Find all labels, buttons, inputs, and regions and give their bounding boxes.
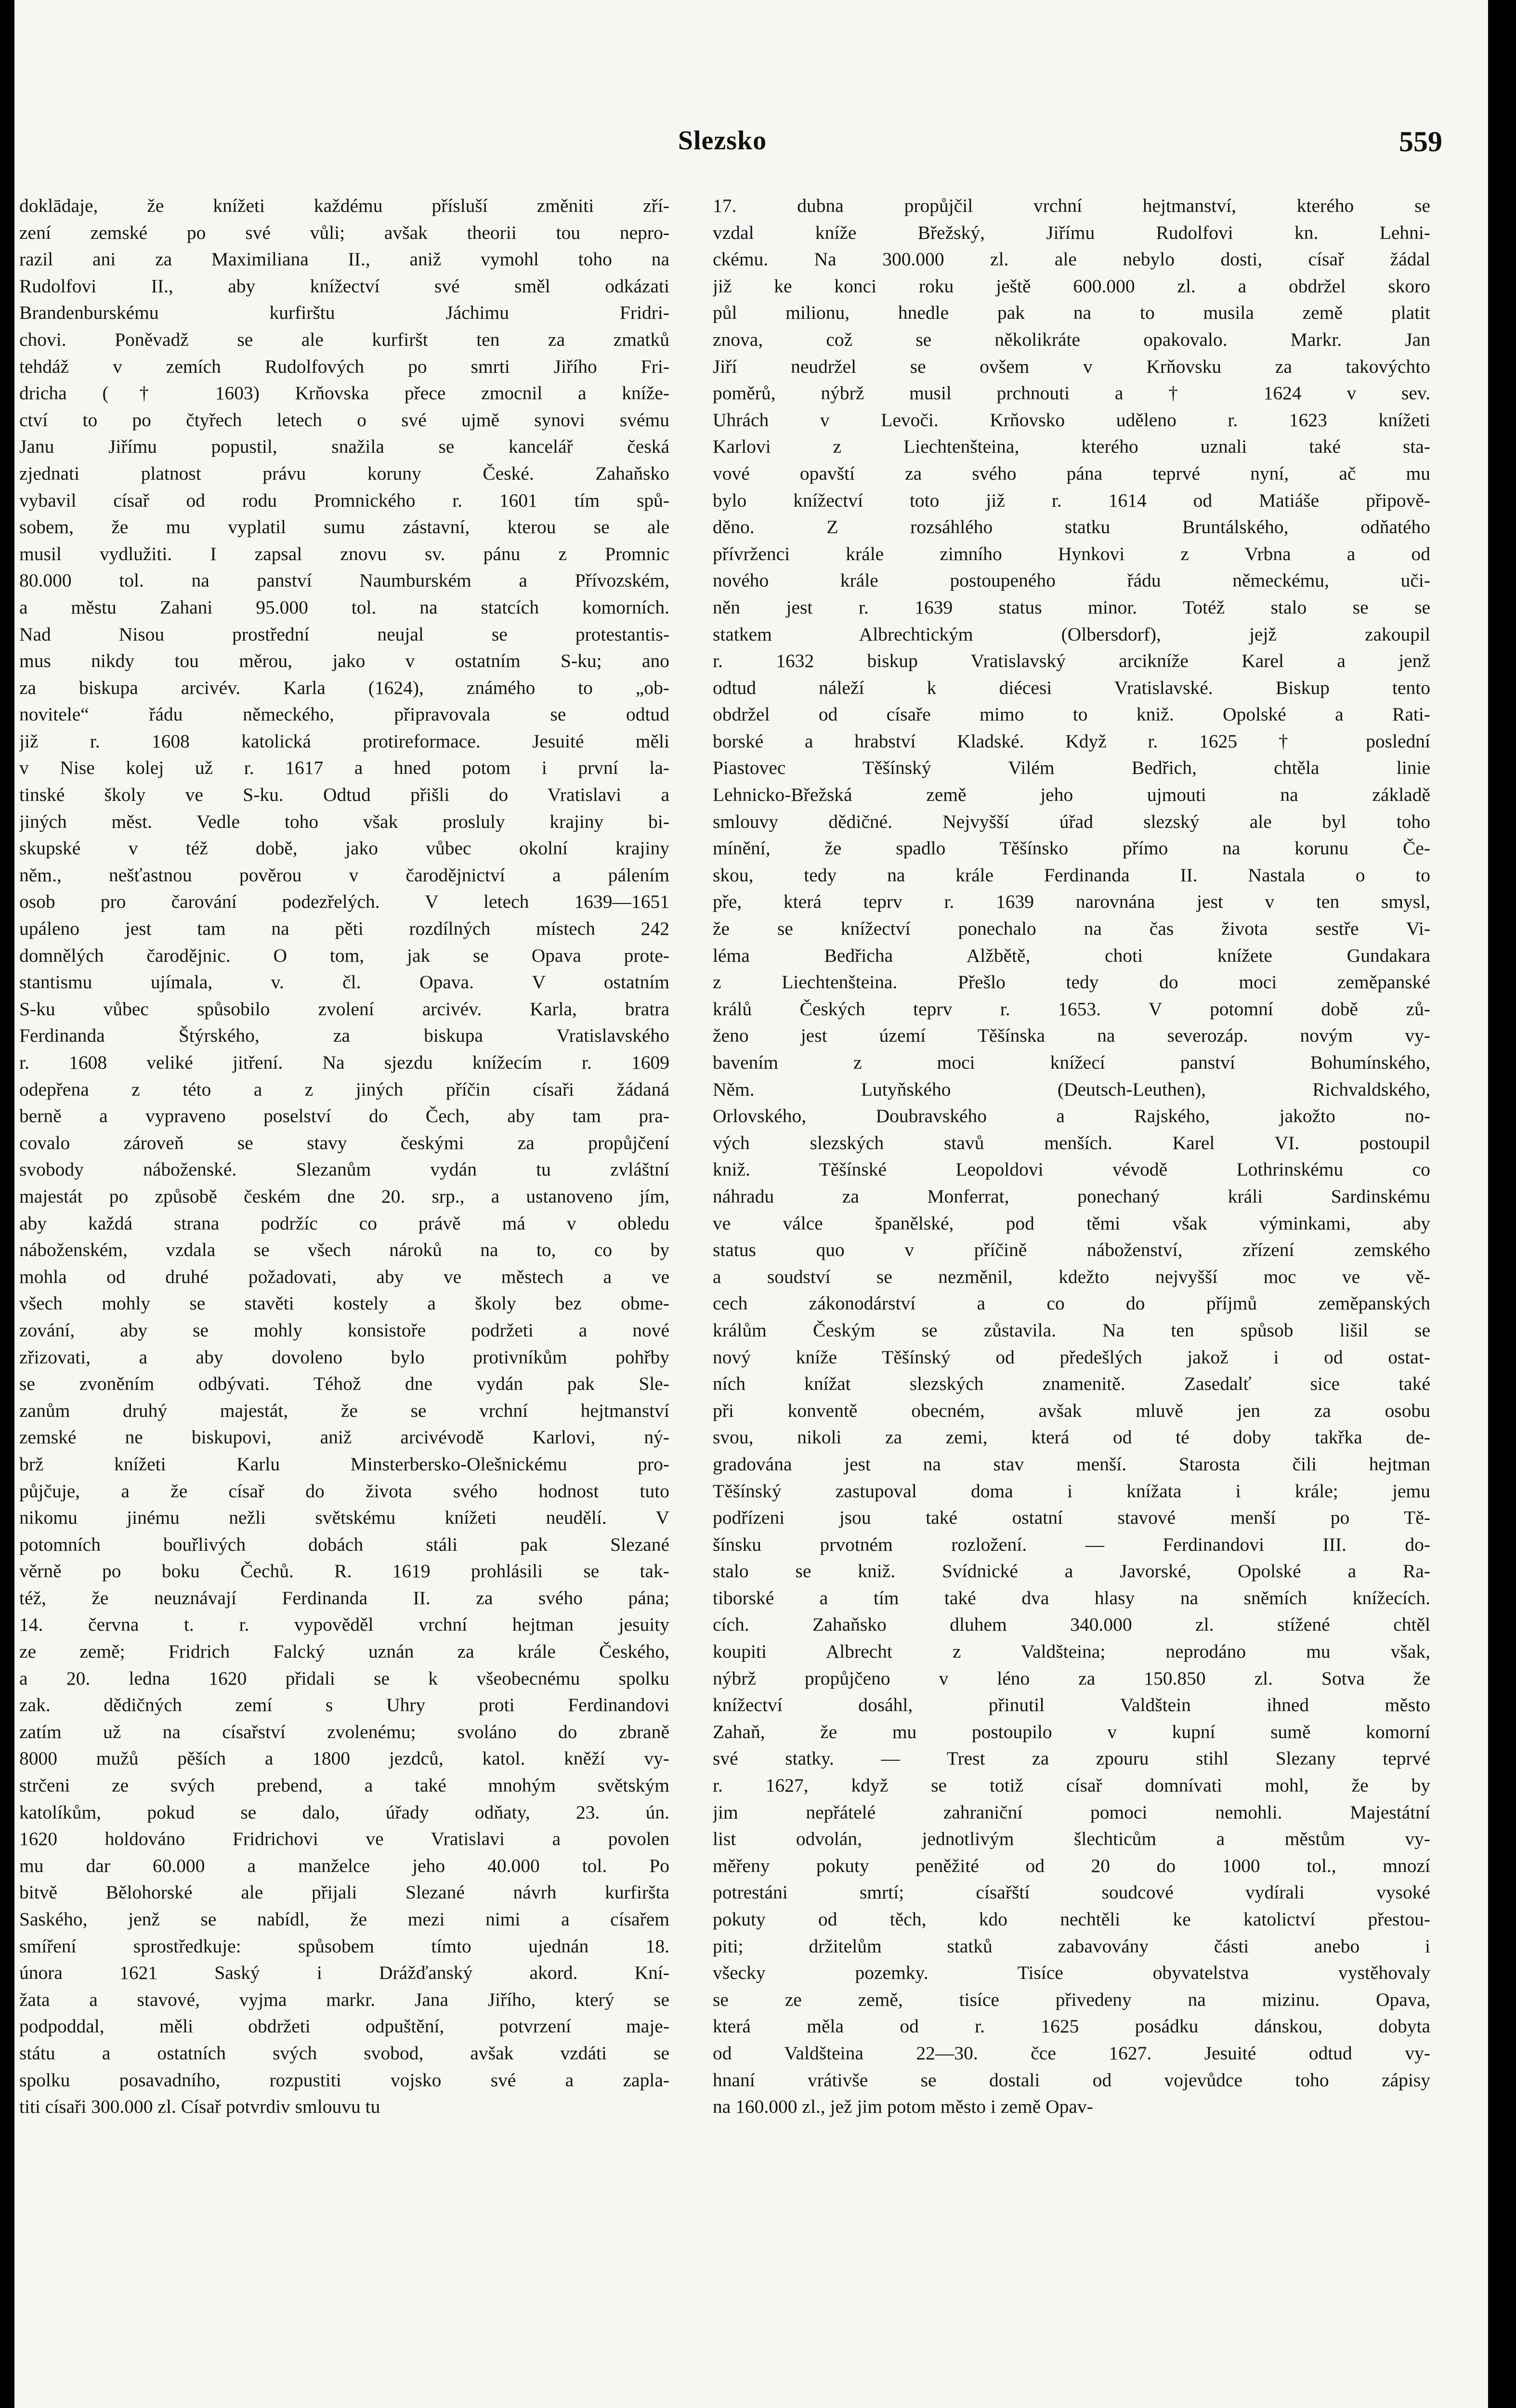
page-number: 559: [1399, 126, 1442, 157]
text-line: Karlovi z Liechtenšteina, kterého uznali také sta-: [713, 436, 1430, 458]
text-line: a 20. ledna 1620 přidali se k všeobecnému spolku: [19, 1667, 669, 1689]
text-line: ních knížat slezských znamenitě. Zasedalť sice také: [713, 1373, 1430, 1395]
text-line: zemské ne biskupovi, aniž arcivévodě Karlovi, ný-: [19, 1426, 669, 1448]
text-line: 14. června t. r. vypověděl vrchní hejtman jesuity: [19, 1614, 669, 1636]
text-line: při konventě obecném, avšak mluvě jen za osobu: [713, 1400, 1430, 1421]
text-line: Jiří neudržel se ovšem v Krňovsku za takovýchto: [713, 355, 1430, 377]
text-line: zení zemské po své vůli; avšak theorii tou nepro-: [19, 222, 669, 243]
text-line: majestát po způsobě českém dne 20. srp., a ustanoveno jím,: [19, 1185, 669, 1207]
text-line: piti; držitelům statků zabavovány části anebo i: [713, 1935, 1430, 1957]
text-line: za biskupa arcivév. Karla (1624), známého to „ob-: [19, 677, 669, 698]
text-line: nýbrž propůjčeno v léno za 150.850 zl. Sotva že: [713, 1667, 1430, 1689]
text-line: se ze země, tisíce přivedeny na mizinu. Opava,: [713, 1989, 1430, 2010]
text-line: stalo se kniž. Svídnické a Javorské, Opolské a Ra-: [713, 1560, 1430, 1582]
text-line: r. 1632 biskup Vratislavský arcikníže Karel a jenž: [713, 650, 1430, 672]
text-line: děno. Z rozsáhlého statku Bruntálského, odňatého: [713, 516, 1430, 538]
text-line: léma Bedřicha Alžbětě, choti knížete Gundakara: [713, 944, 1430, 966]
text-line: a soudství se nezměnil, kdežto nejvyšší moc ve vě-: [713, 1266, 1430, 1287]
running-title: Slezsko: [678, 126, 767, 156]
text-line: Piastovec Těšínský Vilém Bedřich, chtěla linie: [713, 757, 1430, 779]
text-line: ve válce španělské, pod těmi však výminkami, aby: [713, 1212, 1430, 1234]
text-line: králům Českým se zůstavila. Na ten spůsob lišil se: [713, 1319, 1430, 1341]
text-line: spolku posavadního, rozpustiti vojsko své a zapla-: [19, 2069, 669, 2091]
text-line: pokuty od těch, kdo nechtěli ke katolictví přestou-: [713, 1909, 1430, 1930]
text-line: 17. dubna propůjčil vrchní hejtmanství, kterého se: [713, 195, 1430, 216]
text-line: mohla od druhé požadovati, aby ve městech a ve: [19, 1266, 669, 1287]
text-line: odtud náleží k diécesi Vratislavské. Biskup tento: [713, 677, 1430, 698]
text-line: osob pro čarování podezřelých. V letech 1639—1651: [19, 891, 669, 913]
text-line: ze země; Fridrich Falcký uznán za krále Českého,: [19, 1641, 669, 1662]
text-line: gradována jest na stav menší. Starosta čili hejtman: [713, 1453, 1430, 1475]
text-line: podpoddal, měli obdržeti odpuštění, potvrzení maje-: [19, 2015, 669, 2037]
text-line: borské a hrabství Kladské. Když r. 1625 † poslední: [713, 730, 1430, 752]
text-line: zřizovati, a aby dovoleno bylo protivníkům pohřby: [19, 1346, 669, 1368]
text-line: poměrů, nýbrž musil prchnouti a † 1624 v sev.: [713, 382, 1430, 404]
text-line: státu a ostatních svých svobod, avšak vzdáti se: [19, 2042, 669, 2064]
text-line: zatím už na císařství zvolenému; svoláno do zbraně: [19, 1721, 669, 1742]
text-line: ženo jest území Těšínska na severozáp. novým vy-: [713, 1025, 1430, 1047]
text-line: covalo zároveň se stavy českými za propůjčení: [19, 1132, 669, 1153]
text-line: smlouvy dědičné. Nejvyšší úřad slezský ale byl toho: [713, 811, 1430, 832]
text-line: Rudolfovi II., aby knížectví své směl odkázati: [19, 275, 669, 297]
text-line: svou, nikoli za zemi, která od té doby takřka de-: [713, 1426, 1430, 1448]
text-line: svobody náboženské. Slezanům vydán tu zvláštní: [19, 1159, 669, 1180]
text-line: nový kníže Těšínský od předešlých jakož i od ostat-: [713, 1346, 1430, 1368]
text-line: dricha († 1603) Krňovska přece zmocnil a kníže-: [19, 382, 669, 404]
text-line: kniž. Těšínské Leopoldovi vévodě Lothrinskému co: [713, 1159, 1430, 1180]
text-line: upáleno jest tam na pěti rozdílných místech 242: [19, 918, 669, 940]
text-line: zování, aby se mohly konsistoře podržeti a nové: [19, 1319, 669, 1341]
text-line: jim nepřátelé zahraniční pomoci nemohli. Majestátní: [713, 1801, 1430, 1823]
text-line: věrně po boku Čechů. R. 1619 prohlásili se tak-: [19, 1560, 669, 1582]
text-line: 80.000 tol. na panství Naumburském a Přívozském,: [19, 570, 669, 591]
text-line: brž knížeti Karlu Minsterbersko-Olešnickému pro-: [19, 1453, 669, 1475]
text-line: Ferdinanda Štýrského, za biskupa Vratislavského: [19, 1025, 669, 1047]
text-line: vové opavští za svého pána teprvé nyní, ač mu: [713, 462, 1430, 484]
text-line: náhradu za Monferrat, ponechaný králi Sardinskému: [713, 1185, 1430, 1207]
right-text-column: [713, 193, 1430, 2408]
text-line: půjčuje, a že císař do života svého hodnost tuto: [19, 1480, 669, 1502]
text-line: Nad Nisou prostřední neujal se protestantis-: [19, 623, 669, 645]
text-line: tehdáž v zemích Rudolfových po smrti Jiřího Fri-: [19, 355, 669, 377]
text-line: mu dar 60.000 a manželce jeho 40.000 tol. Po: [19, 1855, 669, 1876]
text-line: na 160.000 zl., jež jim potom město i země Opav-: [713, 2096, 1093, 2118]
text-line: znova, což se několikráte opakovalo. Markr. Jan: [713, 328, 1430, 350]
text-line: nikomu jinému nežli světskému knížeti neudělí. V: [19, 1507, 669, 1529]
text-line: 8000 mužů pěších a 1800 jezdců, katol. kněží vy-: [19, 1748, 669, 1769]
text-line: jiných měst. Vedle toho však prosluly krajiny bi-: [19, 811, 669, 832]
text-line: již r. 1608 katolická protireformace. Jesuité měli: [19, 730, 669, 752]
text-line: potomních bouřlivých dobách stáli pak Slezané: [19, 1533, 669, 1555]
text-line: bitvě Bělohorské ale přijali Slezané návrh kurfiršta: [19, 1882, 669, 1903]
text-line: a městu Zahani 95.000 tol. na statcích komorních.: [19, 596, 669, 618]
text-line: musil vydlužiti. I zapsal znovu sv. pánu z Promnic: [19, 543, 669, 564]
text-line: odepřena z této a z jiných příčin císaři žádaná: [19, 1078, 669, 1100]
text-line: doklādaje, že knížeti každému přísluší změniti zří-: [19, 195, 669, 216]
text-line: Těšínský zastupoval doma i knížata i krále; jemu: [713, 1480, 1430, 1502]
text-line: knížectví dosáhl, přinutil Valdštein ihned město: [713, 1694, 1430, 1716]
text-line: list odvolán, jednotlivým šlechticům a městům vy-: [713, 1828, 1430, 1850]
text-line: statkem Albrechtickým (Olbersdorf), jejž zakoupil: [713, 623, 1430, 645]
text-line: z Liechtenšteina. Přešlo tedy do moci zeměpanské: [713, 971, 1430, 993]
text-line: tiborské a tím také dva hlasy na sněmích knížecích.: [713, 1587, 1430, 1609]
text-line: Uhrách v Levoči. Krňovsko uděleno r. 1623 knížeti: [713, 409, 1430, 431]
text-line: titi císaři 300.000 zl. Císař potvrdiv smlouvu tu: [19, 2096, 380, 2118]
text-line: šínsku prvotném rozložení. — Ferdinandovi III. do-: [713, 1533, 1430, 1555]
text-line: katolíkům, pokud se dalo, úřady odňaty, 23. ún.: [19, 1801, 669, 1823]
text-line: zjednati platnost právu koruny České. Zahaňsko: [19, 462, 669, 484]
text-line: berně a vypraveno poselství do Čech, aby tam pra-: [19, 1105, 669, 1127]
text-line: skou, tedy na krále Ferdinanda II. Nastala o to: [713, 864, 1430, 886]
text-line: žata a stavové, vyjma markr. Jana Jiřího, který se: [19, 1989, 669, 2010]
text-line: bavením z moci knížecí panství Bohumínského,: [713, 1052, 1430, 1073]
text-line: smíření sprostředkuje: spůsobem tímto ujednán 18.: [19, 1935, 669, 1957]
text-line: se zvoněním odbývati. Téhož dne vydán pak Sle-: [19, 1373, 669, 1395]
text-line: pře, která teprv r. 1639 narovnána jest v ten smysl,: [713, 891, 1430, 913]
text-line: února 1621 Saský i Drážďanský akord. Kní-: [19, 1962, 669, 1984]
text-line: r. 1608 veliké jitření. Na sjezdu knížecím r. 1609: [19, 1052, 669, 1073]
text-line: Zahaň, že mu postoupilo v kupní sumě komorní: [713, 1721, 1430, 1742]
text-line: králů Českých teprv r. 1653. V potomní době zů-: [713, 998, 1430, 1020]
text-line: skupské v též době, jako vůbec okolní krajiny: [19, 838, 669, 859]
left-text-column: [19, 193, 669, 2408]
text-line: razil ani za Maximiliana II., aniž vymohl toho na: [19, 249, 669, 270]
text-line: měřeny pokuty peněžité od 20 do 1000 tol., mnozí: [713, 1855, 1430, 1876]
text-line: zak. dědičných zemí s Uhry proti Ferdinandovi: [19, 1694, 669, 1716]
text-line: zanům druhý majestát, že se vrchní hejtmanství: [19, 1400, 669, 1421]
text-line: něn jest r. 1639 status minor. Totéž stalo se se: [713, 596, 1430, 618]
text-line: Brandenburskému kurfirštu Jáchimu Fridri-: [19, 302, 669, 324]
text-line: bylo knížectví toto již r. 1614 od Matiáše připově-: [713, 489, 1430, 511]
text-line: náboženském, vzdala se všech nároků na to, co by: [19, 1239, 669, 1261]
text-line: již ke konci roku ještě 600.000 zl. a obdržel skoro: [713, 275, 1430, 297]
text-line: mínění, že spadlo Těšínsko přímo na korunu Če-: [713, 838, 1430, 859]
text-line: od Valdšteina 22—30. čce 1627. Jesuité odtud vy-: [713, 2042, 1430, 2064]
text-line: stantismu ujímala, v. čl. Opava. V ostatním: [19, 971, 669, 993]
text-line: mus nikdy tou měrou, jako v ostatním S-ku; ano: [19, 650, 669, 672]
text-line: všecky pozemky. Tisíce obyvatelstva vystěhovaly: [713, 1962, 1430, 1984]
text-line: Orlovského, Doubravského a Rajského, jakožto no-: [713, 1105, 1430, 1127]
text-line: strčeni ze svých prebend, a také mnohým světským: [19, 1775, 669, 1796]
text-line: hnaní vrátivše se dostali od vojevůdce toho zápisy: [713, 2069, 1430, 2091]
text-line: cích. Zahaňsko dluhem 340.000 zl. stížené chtěl: [713, 1614, 1430, 1636]
text-line: která měla od r. 1625 posádku dánskou, dobyta: [713, 2015, 1430, 2037]
text-line: S-ku vůbec spůsobilo zvolení arcivév. Karla, bratra: [19, 998, 669, 1020]
text-line: status quo v příčině náboženství, zřízení zemského: [713, 1239, 1430, 1261]
text-line: vybavil císař od rodu Promnického r. 1601 tím spů-: [19, 489, 669, 511]
text-line: že se knížectví ponechalo na čas života sestře Vi-: [713, 918, 1430, 940]
text-line: ctví to po čtyřech letech o své ujmě synovi svému: [19, 409, 669, 431]
text-line: tinské školy ve S-ku. Odtud přišli do Vratislavi a: [19, 784, 669, 806]
text-line: vých slezských stavů menších. Karel VI. postoupil: [713, 1132, 1430, 1153]
text-line: cech zákonodárství a co do příjmů zeměpanských: [713, 1293, 1430, 1314]
text-line: půl milionu, hnedle pak na to musila země platit: [713, 302, 1430, 324]
text-line: aby každá strana podržíc co právě má v obledu: [19, 1212, 669, 1234]
text-line: přívrženci krále zimního Hynkovi z Vrbna a od: [713, 543, 1430, 564]
text-line: Saského, jenž se nabídl, že mezi nimi a císařem: [19, 1909, 669, 1930]
text-line: r. 1627, když se totiž císař domnívati mohl, že by: [713, 1775, 1430, 1796]
text-line: sobem, že mu vyplatil sumu zástavní, kterou se ale: [19, 516, 669, 538]
text-line: nového krále postoupeného řádu německému, uči-: [713, 570, 1430, 591]
text-line: podřízeni jsou také ostatní stavové menší po Tě-: [713, 1507, 1430, 1529]
text-line: Lehnicko-Břežská země jeho ujmouti na základě: [713, 784, 1430, 806]
text-line: novitele“ řádu německého, připravovala se odtud: [19, 704, 669, 725]
text-line: své statky. — Trest za zpouru stihl Slezany teprvé: [713, 1748, 1430, 1769]
text-line: obdržel od císaře mimo to kniž. Opolské a Rati-: [713, 704, 1430, 725]
text-line: vzdal kníže Břežský, Jiřímu Rudolfovi kn. Lehni-: [713, 222, 1430, 243]
text-line: Něm. Lutyňského (Deutsch-Leuthen), Richvaldského,: [713, 1078, 1430, 1100]
text-line: též, že neuznávají Ferdinanda II. za svého pána;: [19, 1587, 669, 1609]
text-line: 1620 holdováno Fridrichovi ve Vratislavi a povolen: [19, 1828, 669, 1850]
page-header: [14, 111, 1488, 169]
text-line: domnělých čarodějnic. O tom, jak se Opava prote-: [19, 944, 669, 966]
text-line: chovi. Poněvadž se ale kurfiršt ten za zmatků: [19, 328, 669, 350]
text-line: ckému. Na 300.000 zl. ale nebylo dosti, císař žádal: [713, 249, 1430, 270]
text-line: Janu Jiřímu popustil, snažila se kancelář česká: [19, 436, 669, 458]
text-line: potrestáni smrtí; císařští soudcové vydírali vysoké: [713, 1882, 1430, 1903]
text-line: něm., nešťastnou pověrou v čarodějnictví a pálením: [19, 864, 669, 886]
text-line: koupiti Albrecht z Valdšteina; neprodáno mu však,: [713, 1641, 1430, 1662]
text-line: všech mohly se stavěti kostely a školy bez obme-: [19, 1293, 669, 1314]
text-line: v Nise kolej už r. 1617 a hned potom i první la-: [19, 757, 669, 779]
